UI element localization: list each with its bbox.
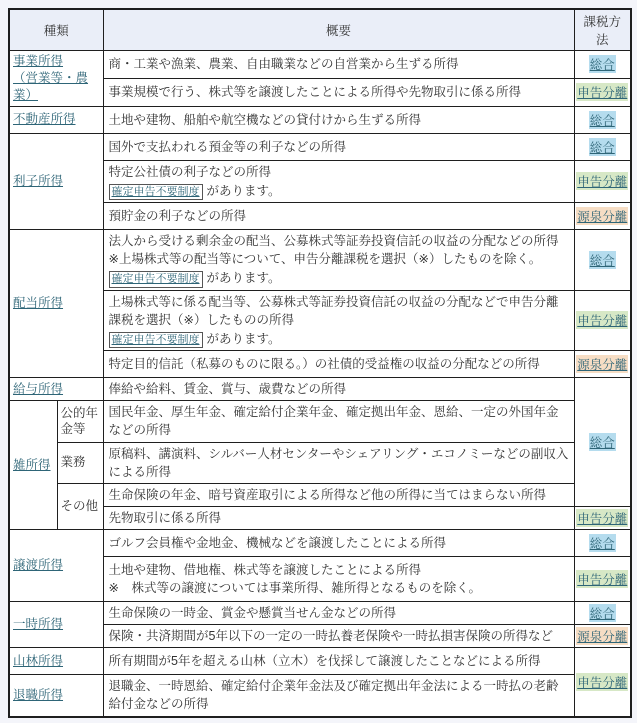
note-line — [109, 182, 569, 200]
summary-text: 土地や建物、船舶や航空機などの貸付けから生ずる所得 — [108, 112, 422, 127]
header-method: 課税方法 — [574, 9, 631, 51]
method-cell — [574, 203, 631, 230]
note-suffix: があります。 — [206, 183, 281, 198]
summary-text: 預貯金の利子などの所得 — [108, 208, 247, 223]
income-type-table — [8, 8, 632, 718]
summary-cell — [103, 290, 574, 351]
method-cell — [574, 133, 631, 160]
summary-cell — [103, 530, 574, 557]
method-cell-merged-sogo — [574, 378, 631, 507]
row-jigyo-2 — [9, 78, 631, 106]
summary-cell — [103, 602, 574, 625]
method-cell — [574, 351, 631, 378]
link-method-sogo[interactable]: 総合 — [589, 534, 616, 552]
summary-cell — [103, 378, 574, 401]
method-cell — [574, 78, 631, 106]
summary-note-text: ※ 株式等の譲渡については事業所得、雑所得となるものを除く。 — [108, 581, 481, 596]
summary-text: 所有期間が5年を超える山林（立木）を伐採して譲渡したことなどによる所得 — [108, 654, 541, 669]
header-type: 種類 — [9, 9, 103, 51]
summary-text: 事業規模で行う、株式等を譲渡したことによる所得や先物取引に係る所得 — [108, 85, 522, 100]
link-method-gensen[interactable]: 源泉分離 — [576, 207, 628, 225]
method-cell-merged-shinkoku — [574, 648, 631, 717]
subtype-cell-kotekinenkin — [57, 401, 103, 442]
summary-text: 国外で支払われる預金等の利子などの所得 — [108, 139, 347, 154]
summary-cell — [103, 648, 574, 675]
link-method-gensen[interactable]: 源泉分離 — [576, 627, 628, 645]
link-method-shinkoku[interactable]: 申告分離 — [576, 83, 628, 101]
summary-cell — [103, 506, 574, 529]
summary-text: 俸給や給料、賃金、賞与、歳費などの所得 — [108, 382, 347, 397]
link-method-shinkoku[interactable]: 申告分離 — [576, 172, 628, 190]
type-label: 事業所得 — [13, 54, 64, 68]
subtype-label: その他 — [60, 498, 99, 513]
summary-cell — [103, 401, 574, 442]
link-kyuyo-shotoku[interactable]: 給与所得 — [13, 381, 64, 396]
summary-cell — [103, 675, 574, 717]
subtype-cell-sonota — [57, 483, 103, 529]
summary-cell — [103, 203, 574, 230]
link-joto-shotoku[interactable]: 譲渡所得 — [13, 558, 64, 573]
type-cell-haito — [9, 230, 103, 378]
row-fudosan — [9, 106, 631, 133]
summary-cell — [103, 557, 574, 602]
summary-text: 国民年金、厚生年金、確定給付企業年金、確定拠出年金、恩給、一定の外国年金などの所得 — [108, 405, 559, 438]
link-method-shinkoku[interactable]: 申告分離 — [576, 311, 628, 329]
link-ichiji-shotoku[interactable]: 一時所得 — [13, 617, 64, 632]
type-cell-zatsu — [9, 401, 57, 530]
row-ichiji-1 — [9, 602, 631, 625]
link-jigyo-shotoku[interactable] — [13, 53, 100, 104]
type-cell-fudosan — [9, 106, 103, 133]
row-joto-1 — [9, 530, 631, 557]
link-method-sogo[interactable]: 総合 — [589, 55, 616, 73]
link-rishi-shotoku[interactable]: 利子所得 — [13, 173, 64, 188]
row-rishi-3 — [9, 203, 631, 230]
summary-text: 特定目的信託（私募のものに限る。）の社債的受益権の収益の分配などの所得 — [108, 357, 540, 372]
link-method-sogo[interactable]: 総合 — [589, 604, 616, 622]
row-haito-2 — [9, 290, 631, 351]
row-joto-2 — [9, 557, 631, 602]
summary-text: 特定公社債の利子などの所得 — [108, 164, 272, 179]
link-kakutei-fuyo-seido[interactable]: 確定申告不要制度 — [109, 184, 203, 200]
summary-cell — [103, 483, 574, 506]
method-cell — [574, 51, 631, 79]
subtype-label: 業務 — [60, 455, 86, 470]
link-method-gensen[interactable]: 源泉分離 — [576, 355, 628, 373]
summary-text: 生命保険の年金、暗号資産取引による所得など他の所得に当てはまらない所得 — [108, 487, 547, 502]
method-cell — [574, 160, 631, 202]
row-taishoku — [9, 675, 631, 717]
row-sanrin — [9, 648, 631, 675]
link-haito-shotoku[interactable]: 配当所得 — [13, 296, 64, 311]
note-line — [109, 330, 569, 348]
link-method-sogo[interactable]: 総合 — [589, 251, 616, 269]
type-cell-jigyo — [9, 51, 103, 107]
method-cell — [574, 530, 631, 557]
summary-cell — [103, 230, 574, 291]
method-cell — [574, 106, 631, 133]
link-fudosan-shotoku[interactable]: 不動産所得 — [13, 112, 76, 127]
summary-text: ゴルフ会員権や金地金、機械などを譲渡したことによる所得 — [108, 535, 447, 550]
summary-text: 保険・共済期間が5年以下の一定の一時払養老保険や一時払損害保険の所得など — [108, 629, 553, 644]
summary-cell — [103, 442, 574, 483]
row-zatsu-sonota-2 — [9, 506, 631, 529]
summary-cell — [103, 133, 574, 160]
summary-note-text: ※上場株式等の配当等について、申告分離課税を選択（※）したものを除く。 — [108, 252, 542, 267]
row-haito-3 — [9, 351, 631, 378]
link-sanrin-shotoku[interactable]: 山林所得 — [13, 653, 64, 668]
row-haito-1 — [9, 230, 631, 291]
type-cell-sanrin — [9, 648, 103, 675]
summary-cell — [103, 51, 574, 79]
row-zatsu-sonota-1 — [9, 483, 631, 506]
type-cell-ichiji — [9, 602, 103, 648]
method-cell — [574, 230, 631, 291]
summary-cell — [103, 625, 574, 648]
row-rishi-1 — [9, 133, 631, 160]
subtype-label: 公的年金等 — [60, 405, 99, 437]
link-method-sogo[interactable]: 総合 — [589, 138, 616, 156]
note-line — [109, 269, 569, 287]
method-cell — [574, 506, 631, 529]
type-label-sub: （営業等・農業） — [13, 70, 89, 102]
row-jigyo-1 — [9, 51, 631, 79]
header-summary: 概要 — [103, 9, 574, 51]
summary-text: 商・工業や漁業、農業、自由職業などの自営業から生ずる所得 — [108, 57, 459, 72]
row-kyuyo — [9, 378, 631, 401]
row-zatsu-kotekinenkin — [9, 401, 631, 442]
type-cell-kyuyo — [9, 378, 103, 401]
method-cell — [574, 625, 631, 648]
row-ichiji-2 — [9, 625, 631, 648]
row-rishi-2 — [9, 160, 631, 202]
summary-text: 原稿料、講演料、シルバー人材センターやシェアリング・エコノミーなどの副収入による所得 — [108, 446, 569, 479]
note-suffix: があります。 — [206, 331, 281, 346]
link-kakutei-fuyo-seido[interactable]: 確定申告不要制度 — [109, 271, 203, 287]
type-cell-joto — [9, 530, 103, 602]
link-method-shinkoku[interactable]: 申告分離 — [576, 509, 628, 527]
type-cell-rishi — [9, 133, 103, 229]
type-cell-taishoku — [9, 675, 103, 717]
link-method-shinkoku[interactable]: 申告分離 — [576, 673, 628, 691]
summary-text: 法人から受ける剰余金の配当、公募株式等証券投資信託の収益の分配などの所得 — [108, 234, 559, 249]
link-method-shinkoku[interactable]: 申告分離 — [576, 570, 628, 588]
table-header-row — [9, 9, 631, 51]
link-method-sogo[interactable]: 総合 — [589, 433, 616, 451]
method-cell — [574, 602, 631, 625]
summary-cell — [103, 160, 574, 202]
method-cell — [574, 557, 631, 602]
summary-text: 上場株式等に係る配当等、公募株式等証券投資信託の収益の分配などで申告分離課税を選択（※）したものの所得 — [108, 294, 559, 327]
summary-text: 生命保険の一時金、賞金や懸賞当せん金などの所得 — [108, 606, 397, 621]
summary-text: 先物取引に係る所得 — [108, 510, 222, 525]
link-method-sogo[interactable]: 総合 — [589, 111, 616, 129]
method-cell — [574, 290, 631, 351]
subtype-cell-gyomu — [57, 442, 103, 483]
link-zatsu-shotoku[interactable]: 雑所得 — [13, 457, 51, 472]
summary-text: 土地や建物、借地権、株式等を譲渡したことによる所得 — [108, 562, 422, 577]
link-kakutei-fuyo-seido[interactable]: 確定申告不要制度 — [109, 332, 203, 348]
summary-cell — [103, 106, 574, 133]
note-suffix: があります。 — [206, 271, 281, 286]
summary-cell — [103, 351, 574, 378]
summary-text: 退職金、一時恩給、確定給付企業年金法及び確定拠出年金法による一時払の老齢給付金などの所得 — [108, 679, 559, 712]
link-taishoku-shotoku[interactable]: 退職所得 — [13, 687, 64, 702]
row-zatsu-gyomu — [9, 442, 631, 483]
summary-cell — [103, 78, 574, 106]
